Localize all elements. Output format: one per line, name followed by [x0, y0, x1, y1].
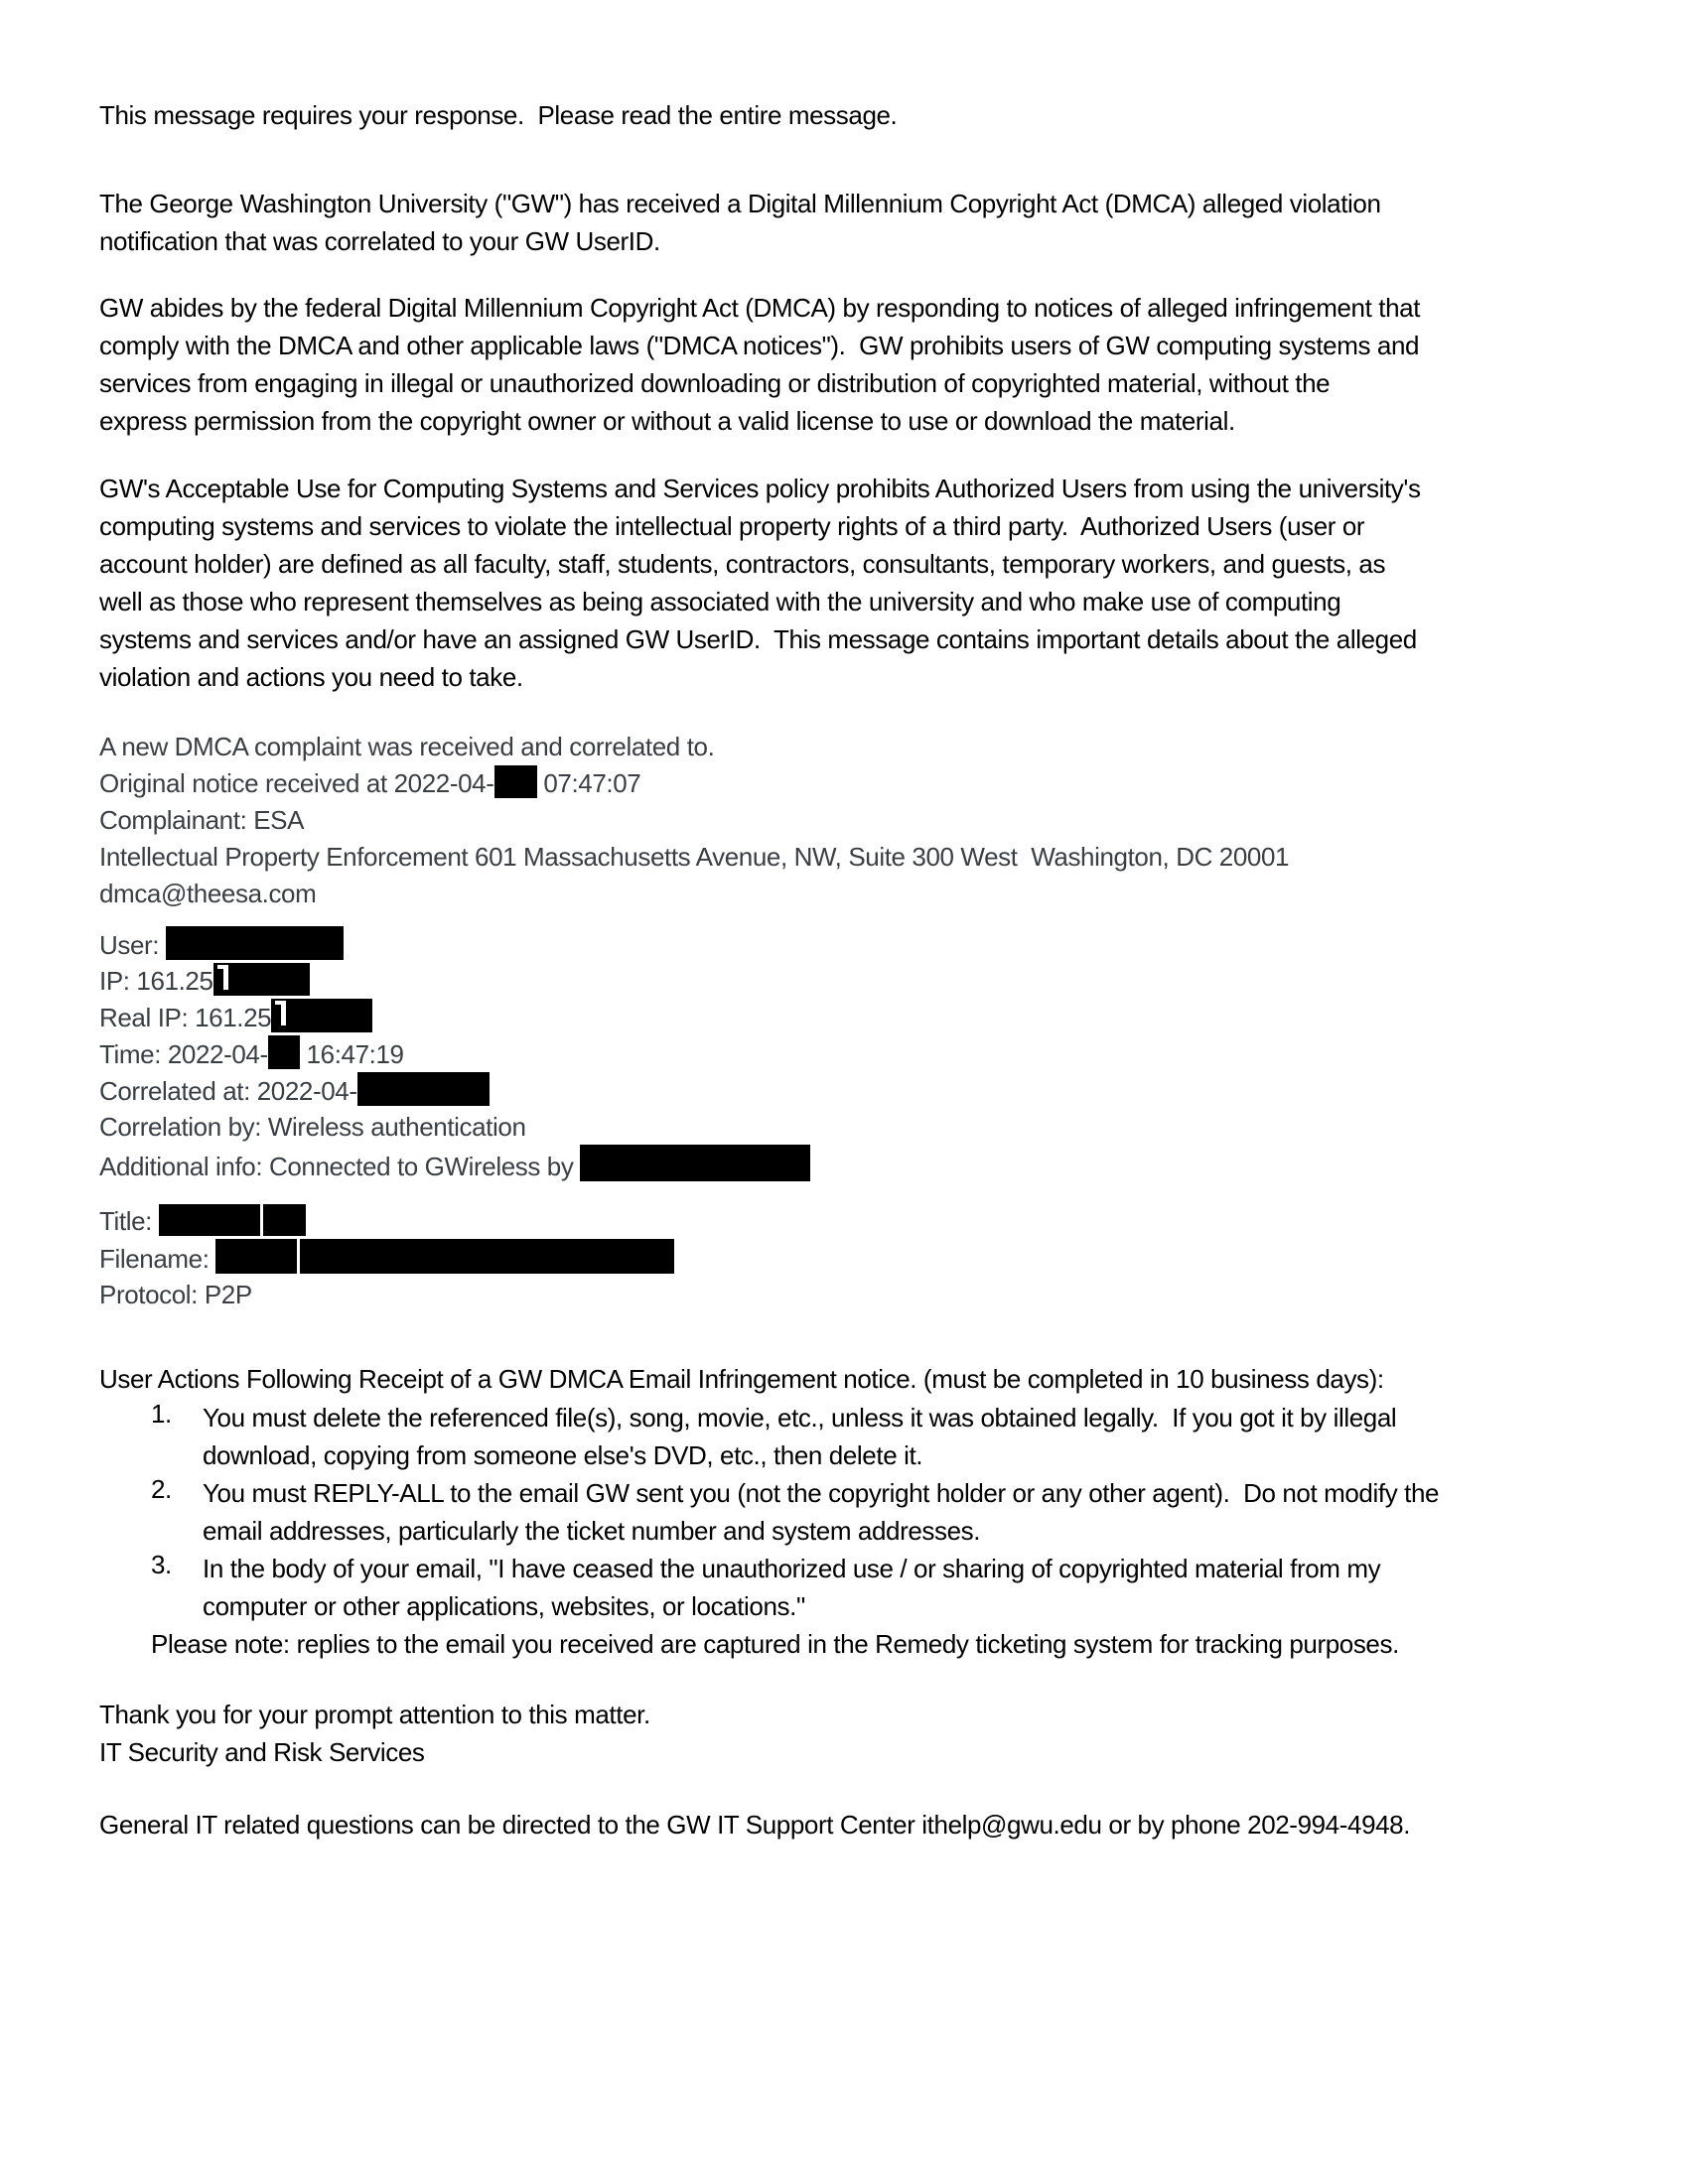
list-item-number: 3. — [151, 1550, 172, 1579]
text-line — [99, 1035, 1599, 1072]
text-run: Additional info: Connected to GWireless by — [99, 1152, 581, 1181]
text-line — [203, 1550, 1599, 1587]
text-run: services from engaging in illegal or unauthorized downloading or distribution of copyrighted material, without the — [99, 368, 1331, 398]
text-line — [99, 583, 1599, 620]
text-line — [203, 1399, 1599, 1436]
text-run: General IT related questions can be directed to the GW IT Support Center ithelp@gwu.edu or by phone 202-994-4948. — [99, 1810, 1411, 1840]
text-run: This message requires your response. Please read the entire message. — [99, 100, 898, 130]
text-run: violation and actions you need to take. — [99, 662, 523, 692]
text-run: notification that was correlated to your GW UserID. — [99, 226, 660, 256]
text-run: well as those who represent themselves as being associated with the university and who make use of computing — [99, 587, 1341, 616]
text-run: computer or other applications, websites, or locations." — [203, 1591, 805, 1621]
text-line — [99, 289, 1599, 327]
redaction-box — [215, 1239, 297, 1274]
gw-abides-paragraph — [99, 289, 1599, 440]
text-line — [99, 507, 1599, 545]
acceptable-use-paragraph — [99, 470, 1599, 696]
text-run: Real IP: 161.25 — [99, 1003, 272, 1032]
text-run: systems and services and/or have an assigned GW UserID. This message contains important details about the alleged — [99, 624, 1417, 654]
text-run: download, copying from someone else's DVD, etc., then delete it. — [203, 1440, 923, 1470]
it-support-contact-line — [99, 1806, 1599, 1843]
text-run: 16:47:19 — [299, 1039, 404, 1069]
text-run: comply with the DMCA and other applicable laws ("DMCA notices"). GW prohibits users of GW computing systems and — [99, 331, 1420, 360]
redaction-box — [268, 1035, 300, 1069]
intro-warning-paragraph — [99, 96, 1599, 134]
text-line — [99, 1145, 1599, 1184]
text-run: Please note: replies to the email you received are captured in the Remedy ticketing system for tracking purposes. — [151, 1629, 1399, 1659]
text-line — [203, 1436, 1599, 1474]
text-line — [99, 1733, 1599, 1771]
closing-signature — [99, 1696, 1599, 1771]
redaction-box — [263, 1204, 306, 1236]
redaction-box — [357, 1072, 490, 1106]
text-line — [99, 402, 1599, 440]
text-line — [99, 926, 1599, 963]
text-run: You must delete the referenced file(s), song, movie, etc., unless it was obtained legally. If you got it by illegal — [203, 1403, 1397, 1433]
text-line — [99, 876, 1599, 912]
redaction-box — [580, 1145, 810, 1181]
redaction-box — [166, 926, 344, 960]
list-item — [99, 1550, 1599, 1625]
correlated-user-details — [99, 926, 1599, 1184]
user-actions-heading — [99, 1360, 1599, 1398]
text-run: Protocol: P2P — [99, 1280, 252, 1309]
list-item-number: 2. — [151, 1474, 172, 1504]
text-line — [99, 364, 1599, 402]
text-run: express permission from the copyright owner or without a valid license to use or download the material. — [99, 406, 1235, 436]
text-run: email addresses, particularly the ticket number and system addresses. — [203, 1516, 981, 1546]
text-line — [99, 963, 1599, 999]
text-run: Correlation by: Wireless authentication — [99, 1112, 526, 1142]
complaint-details — [99, 729, 1599, 912]
text-run: You must REPLY-ALL to the email GW sent you (not the copyright holder or any other agent). Do not modify the — [203, 1478, 1440, 1508]
please-note-line — [99, 1625, 1599, 1663]
text-line — [99, 1806, 1599, 1843]
text-run: account holder) are defined as all faculty, staff, students, contractors, consultants, temporary workers, and guests, as — [99, 549, 1386, 579]
text-line — [99, 658, 1599, 696]
infringing-file-details — [99, 1203, 1599, 1312]
text-line — [99, 620, 1599, 658]
text-line — [99, 1360, 1599, 1398]
text-line — [99, 185, 1599, 222]
text-line — [99, 1203, 1599, 1239]
text-run: Original notice received at 2022-04- — [99, 768, 494, 798]
text-line — [99, 96, 1599, 134]
text-run: IT Security and Risk Services — [99, 1737, 425, 1767]
text-line — [151, 1625, 1599, 1663]
text-run: GW's Acceptable Use for Computing Systems and Services policy prohibits Authorized Users from using the university's — [99, 474, 1421, 503]
text-run: Title: — [99, 1206, 159, 1236]
text-line — [203, 1587, 1599, 1625]
text-run: User: — [99, 930, 166, 960]
redaction-box — [213, 963, 310, 996]
user-actions-list — [99, 1399, 1599, 1625]
text-run: IP: 161.25 — [99, 966, 213, 996]
text-run: Complainant: ESA — [99, 805, 305, 835]
text-run: Thank you for your prompt attention to this matter. — [99, 1700, 650, 1729]
text-line — [99, 470, 1599, 507]
redaction-box — [300, 1239, 674, 1274]
text-run: Correlated at: 2022-04- — [99, 1076, 357, 1106]
redaction-box — [271, 999, 372, 1032]
text-line — [99, 999, 1599, 1035]
text-line — [99, 839, 1599, 876]
text-line — [99, 765, 1599, 802]
text-run: dmca@theesa.com — [99, 879, 317, 908]
text-run: Intellectual Property Enforcement 601 Massachusetts Avenue, NW, Suite 300 West Washington, DC 20001 — [99, 842, 1290, 872]
text-run: The George Washington University ("GW") has received a Digital Millennium Copyright Act (DMCA) alleged violation — [99, 189, 1381, 218]
text-run: A new DMCA complaint was received and correlated to. — [99, 732, 715, 761]
text-line — [99, 1696, 1599, 1733]
text-run: GW abides by the federal Digital Millennium Copyright Act (DMCA) by responding to notices of alleged infringement that — [99, 293, 1421, 323]
text-line — [99, 1072, 1599, 1109]
text-run: 07:47:07 — [536, 768, 641, 798]
text-line — [99, 802, 1599, 839]
text-line — [99, 327, 1599, 364]
text-line — [99, 1277, 1599, 1312]
text-run: Filename: — [99, 1244, 216, 1274]
text-line — [99, 1239, 1599, 1277]
redaction-box — [494, 765, 537, 798]
text-line — [99, 1109, 1599, 1145]
text-run: Time: 2022-04- — [99, 1039, 268, 1069]
redaction-box — [159, 1204, 260, 1236]
text-run: computing systems and services to violate the intellectual property rights of a third party. Authorized Users (user or — [99, 511, 1365, 541]
text-run: User Actions Following Receipt of a GW DMCA Email Infringement notice. (must be completed in 10 business days): — [99, 1364, 1384, 1394]
text-line — [99, 545, 1599, 583]
dmca-received-paragraph — [99, 185, 1599, 260]
text-line — [99, 222, 1599, 260]
list-item — [99, 1474, 1599, 1550]
text-line — [203, 1512, 1599, 1550]
text-run: In the body of your email, "I have ceased the unauthorized use / or sharing of copyrighted material from my — [203, 1554, 1381, 1583]
list-item — [99, 1399, 1599, 1474]
list-item-number: 1. — [151, 1399, 172, 1429]
text-line — [99, 729, 1599, 765]
text-line — [203, 1474, 1599, 1512]
